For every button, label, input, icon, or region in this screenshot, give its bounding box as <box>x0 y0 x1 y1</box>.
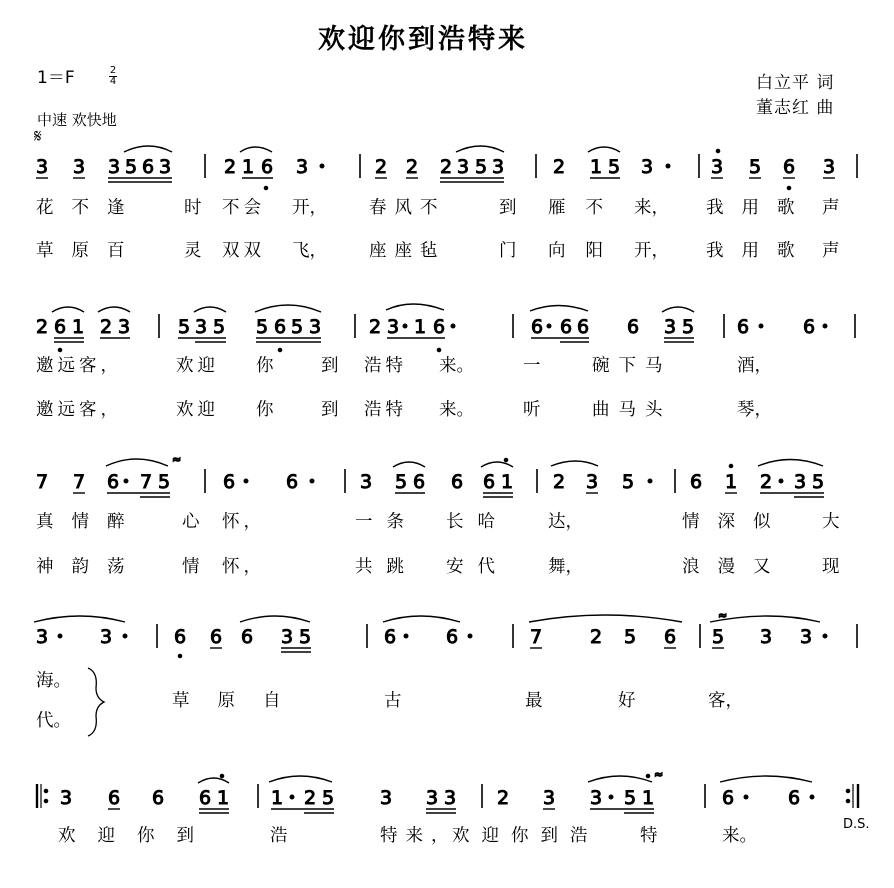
svg-text:6: 6 <box>261 156 274 178</box>
svg-text:2: 2 <box>36 316 49 338</box>
svg-text:6: 6 <box>690 471 703 493</box>
lyric: 共跳 <box>355 557 418 577</box>
svg-text:1: 1 <box>725 471 738 493</box>
svg-text:≈: ≈ <box>172 453 182 466</box>
svg-text:6: 6 <box>54 316 67 338</box>
svg-text:5: 5 <box>812 471 825 493</box>
svg-text:3: 3 <box>543 787 556 809</box>
svg-text:6: 6 <box>274 316 287 338</box>
svg-text:1: 1 <box>271 787 284 809</box>
svg-text:2: 2 <box>760 471 773 493</box>
svg-text:6: 6 <box>199 787 212 809</box>
lyric: 长哈 <box>446 512 509 532</box>
svg-text:5: 5 <box>608 156 621 178</box>
svg-text:5: 5 <box>322 787 335 809</box>
lyric: 浪漫又 <box>682 557 789 577</box>
svg-text:3: 3 <box>195 316 208 338</box>
svg-text:6: 6 <box>531 316 544 338</box>
svg-text:6: 6 <box>803 316 816 338</box>
svg-text:3: 3 <box>108 156 121 178</box>
lyric: 浩特 <box>364 400 407 420</box>
lyric: 声 <box>822 241 840 261</box>
svg-text:6: 6 <box>142 156 155 178</box>
lyric: 舞， <box>548 557 583 577</box>
svg-text:7: 7 <box>36 471 49 493</box>
lyric: 声 <box>822 198 840 218</box>
svg-text:5: 5 <box>125 156 138 178</box>
lyric: 草原百 <box>36 241 143 261</box>
lyric: 邀远客， <box>36 356 122 376</box>
lyric: 特 <box>640 826 658 846</box>
svg-text:6: 6 <box>413 471 426 493</box>
svg-text:3: 3 <box>281 626 294 648</box>
svg-text:7: 7 <box>140 471 153 493</box>
lyric: 现 <box>822 557 840 577</box>
svg-text:2: 2 <box>304 787 317 809</box>
lyric: 雁不 <box>548 198 623 218</box>
lyric: 灵 <box>184 241 202 261</box>
svg-text:1: 1 <box>242 156 255 178</box>
lyric: 最 <box>525 691 543 711</box>
tempo-marking: 中速 欢快地 <box>37 111 117 129</box>
lyric: 客， <box>708 691 743 711</box>
svg-text:3: 3 <box>296 156 309 178</box>
lyric: 情深似 <box>682 512 789 532</box>
lyric: 飞， <box>292 241 327 261</box>
svg-text:6: 6 <box>627 316 640 338</box>
lyric: 心 <box>182 512 200 532</box>
svg-text:6: 6 <box>210 626 223 648</box>
time-signature-text: 2/4 <box>110 870 113 871</box>
lyric: 草原自 <box>172 691 309 711</box>
svg-text:3: 3 <box>387 316 400 338</box>
row-2-notation: 26 12 3 | 535 5653 | 23·16· | 6·66 6 35 | 6· 6· | <box>23 870 48 871</box>
time-signature: 2 4 <box>109 65 117 87</box>
svg-text:6: 6 <box>433 316 446 338</box>
svg-text:5: 5 <box>395 471 408 493</box>
svg-text:5: 5 <box>291 316 304 338</box>
svg-text:3: 3 <box>118 316 131 338</box>
lyric: 时 <box>184 198 202 218</box>
lyric: 到 <box>321 400 339 420</box>
row-3-notes <box>36 453 824 497</box>
svg-text:3: 3 <box>380 787 393 809</box>
svg-text:3: 3 <box>641 156 654 178</box>
lyric: 双双 <box>222 241 265 261</box>
svg-text:5: 5 <box>749 156 762 178</box>
lyric: 我用歌 <box>706 241 813 261</box>
lyric: 神韵荡 <box>36 557 143 577</box>
lyric: 你 <box>256 356 274 376</box>
svg-text:2: 2 <box>590 626 603 648</box>
svg-text:2: 2 <box>553 471 566 493</box>
row-2-notes <box>36 304 855 352</box>
svg-text:3: 3 <box>360 471 373 493</box>
svg-text:5: 5 <box>299 626 312 648</box>
song-title: 欢迎你到浩特来 <box>318 24 528 55</box>
svg-text:3: 3 <box>36 156 49 178</box>
lyric: 欢迎你到 <box>58 826 216 846</box>
lyric: 达， <box>548 512 583 532</box>
lyric: 春风不 <box>369 198 446 218</box>
svg-text:6: 6 <box>788 787 801 809</box>
svg-text:3: 3 <box>73 156 86 178</box>
svg-text:6: 6 <box>223 471 236 493</box>
svg-text:2: 2 <box>406 156 419 178</box>
svg-text:5: 5 <box>158 471 171 493</box>
svg-text:3: 3 <box>492 156 505 178</box>
svg-text:2: 2 <box>440 156 453 178</box>
svg-text:6: 6 <box>783 156 796 178</box>
row-5-notation: ‖: 3 6 6 61 | 1·25 3 33 | 2 3 3·51 | 6· 6· :‖ <box>90 870 111 871</box>
lyric: 好 <box>618 691 636 711</box>
svg-text:1: 1 <box>72 316 85 338</box>
svg-text:3: 3 <box>309 316 322 338</box>
svg-text:5: 5 <box>624 787 637 809</box>
svg-text:6: 6 <box>384 626 397 648</box>
svg-text:6: 6 <box>241 626 254 648</box>
lyric: 欢迎 <box>176 356 219 376</box>
svg-text:3: 3 <box>586 471 599 493</box>
svg-text:3: 3 <box>794 471 807 493</box>
svg-text:6: 6 <box>107 471 120 493</box>
lyric: 酒， <box>737 356 772 376</box>
svg-text:6: 6 <box>577 316 590 338</box>
svg-text:6: 6 <box>286 471 299 493</box>
key-signature: 1＝F <box>37 68 75 88</box>
svg-text:3: 3 <box>60 787 73 809</box>
lyric: 代。 <box>36 711 71 731</box>
lyric: 门 <box>499 241 517 261</box>
svg-text:5: 5 <box>622 471 635 493</box>
svg-text:5: 5 <box>178 316 191 338</box>
lyric: 特来， <box>380 826 457 846</box>
svg-text:1: 1 <box>642 787 655 809</box>
lyric: 到 <box>321 356 339 376</box>
svg-text:3: 3 <box>823 156 836 178</box>
svg-text:≈: ≈ <box>654 768 664 781</box>
lyric: 古 <box>384 691 402 711</box>
svg-text:3: 3 <box>457 156 470 178</box>
lyric: 邀远客， <box>36 400 122 420</box>
notation-text <box>0 870 894 871</box>
lyricist: 白立平 词 <box>756 73 835 93</box>
svg-text:6: 6 <box>483 471 496 493</box>
lyric: 曲马头 <box>592 400 672 420</box>
row-3-notation: 7 7 6·75 | 6· 6· | 3 56 6 61 | 23 5· | 6 1 2·35 | <box>47 870 70 871</box>
lyric: 向阳 <box>548 241 623 261</box>
svg-text:3: 3 <box>444 787 457 809</box>
lyric: 浩特 <box>364 356 407 376</box>
lyric: 座座毡 <box>369 241 446 261</box>
svg-text:5: 5 <box>712 626 725 648</box>
svg-text:7: 7 <box>73 471 86 493</box>
segno-icon: 𝄋 <box>34 126 42 147</box>
svg-text:6: 6 <box>108 787 121 809</box>
lyric: 来。 <box>722 826 757 846</box>
row-5-notes <box>37 768 858 813</box>
lyric: 海。 <box>36 671 71 691</box>
lyric: 碗下马 <box>592 356 672 376</box>
lyric: 安代 <box>446 557 509 577</box>
svg-text:6: 6 <box>737 316 750 338</box>
lyric: 一 <box>523 356 541 376</box>
svg-text:3: 3 <box>760 626 773 648</box>
lyric: 情 <box>182 557 200 577</box>
svg-text:6: 6 <box>174 626 187 648</box>
lyric: 怀， <box>222 512 265 532</box>
lyric: 一条 <box>355 512 418 532</box>
row-1-notation: 3 3 3563 | 216 3· | 2 2 2353 | 2 15 3· | 3 5 6 3 | <box>0 870 24 871</box>
svg-text:2: 2 <box>497 787 510 809</box>
lyric: 听 <box>523 400 541 420</box>
svg-text:3: 3 <box>100 626 113 648</box>
svg-text:6: 6 <box>446 626 459 648</box>
ds-mark: D.S. <box>843 817 870 832</box>
svg-text:1: 1 <box>590 156 603 178</box>
svg-text:2: 2 <box>224 156 237 178</box>
lyric: 琴， <box>737 400 772 420</box>
svg-text:3: 3 <box>590 787 603 809</box>
svg-text:6: 6 <box>722 787 735 809</box>
lyric: 来。 <box>439 400 474 420</box>
lyric: 花不逢 <box>36 198 143 218</box>
composer: 董志红 曲 <box>756 98 835 118</box>
svg-text:1: 1 <box>414 316 427 338</box>
lyric: 到 <box>499 198 517 218</box>
lyric: 来。 <box>439 356 474 376</box>
svg-text:5: 5 <box>682 316 695 338</box>
svg-text:6: 6 <box>560 316 573 338</box>
row-4-notation: 3· 3· | 6 6 6 35 | 6· 6· | 7 2 5 6 | 5 3 3· | <box>70 870 90 871</box>
svg-text:3: 3 <box>159 156 172 178</box>
lyric: 欢迎你到浩 <box>452 826 600 846</box>
lyric: 大 <box>822 512 840 532</box>
lyric: 我用歌 <box>706 198 813 218</box>
svg-text:2: 2 <box>369 316 382 338</box>
lyric: 你 <box>256 400 274 420</box>
row-1-notes <box>36 146 857 190</box>
svg-text:5: 5 <box>475 156 488 178</box>
svg-text:6: 6 <box>152 787 165 809</box>
svg-text:6: 6 <box>451 471 464 493</box>
svg-text:3: 3 <box>426 787 439 809</box>
svg-text:2: 2 <box>553 156 566 178</box>
lyric: 真情醉 <box>36 512 143 532</box>
svg-text:5: 5 <box>256 316 269 338</box>
lyric: 浩 <box>270 826 288 846</box>
svg-text:3: 3 <box>800 626 813 648</box>
lyric: 怀， <box>222 557 265 577</box>
row-4-notes <box>34 609 857 736</box>
svg-text:≈: ≈ <box>718 609 728 622</box>
svg-text:7: 7 <box>530 626 543 648</box>
svg-text:5: 5 <box>213 316 226 338</box>
svg-text:2: 2 <box>375 156 388 178</box>
svg-text:3: 3 <box>664 316 677 338</box>
lyric: 欢迎 <box>176 400 219 420</box>
lyric: 开， <box>634 241 669 261</box>
svg-text:6: 6 <box>664 626 677 648</box>
lyric: 来， <box>634 198 669 218</box>
svg-text:5: 5 <box>624 626 637 648</box>
svg-text:3: 3 <box>36 626 49 648</box>
lyric: 开， <box>292 198 327 218</box>
lyric: 不会 <box>222 198 265 218</box>
svg-text:2: 2 <box>100 316 113 338</box>
svg-text:1: 1 <box>501 471 514 493</box>
svg-text:3: 3 <box>711 156 724 178</box>
svg-text:1: 1 <box>217 787 230 809</box>
